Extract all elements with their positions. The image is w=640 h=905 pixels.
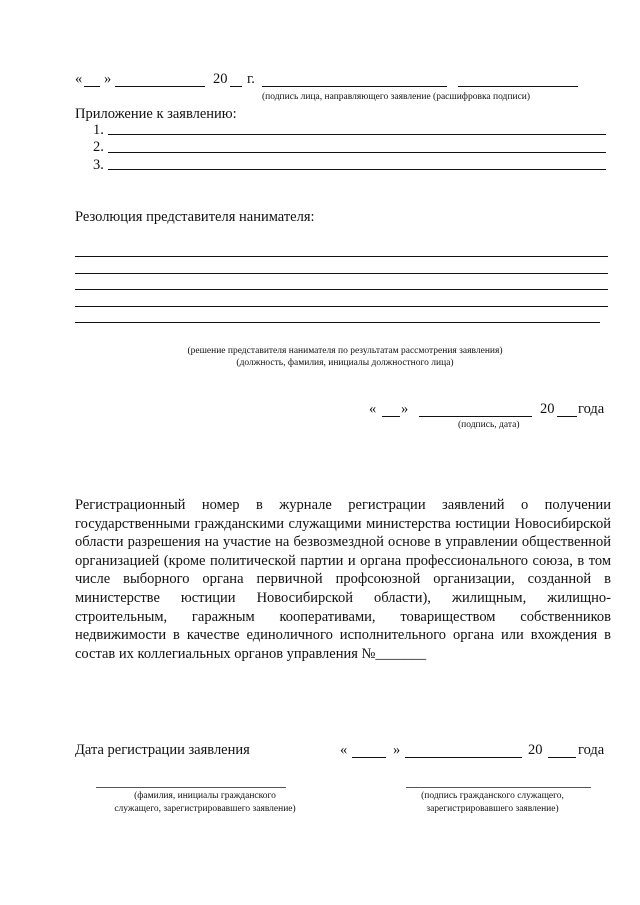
registration-paragraph: Регистрационный номер в журнале регистрации заявлений о получении государственными гражданскими служащими министерства юстиции Новосибирской области разрешения на участие на безвозмездной основе в управлении общественной организацией (кроме политической партии и органа профессионального союза, в том числе выборного органа первичной профсоюзной организации, созданной в министерстве юстиции Новосибирской области), жилищным, жилищно-строительным, гаражным кооперативами, товариществом собственников недвижимости в качестве единоличного исполнительного органа или вхождения в состав их коллегиальных органов управления №_______ — [75, 497, 611, 662]
top-year-blank[interactable] — [230, 86, 242, 87]
top-year-prefix: 20 — [213, 71, 228, 87]
resolution-year-suffix: года — [578, 401, 605, 417]
registrar-signature-caption: (подпись гражданского служащего, зарегистрировавшего заявление) — [421, 791, 564, 814]
registrar-signature-line[interactable] — [406, 787, 591, 788]
resolution-date-quote-close: » — [401, 401, 409, 417]
attachment-line-2[interactable] — [108, 152, 606, 153]
resolution-line-5[interactable] — [75, 322, 600, 323]
registration-date-quote-open: « — [340, 742, 348, 758]
resolution-line-2[interactable] — [75, 273, 608, 274]
resolution-year-blank[interactable] — [557, 416, 577, 417]
resolution-day-blank[interactable] — [382, 416, 400, 417]
registration-year-suffix: года — [578, 742, 605, 758]
top-quote-close: » — [104, 71, 112, 87]
resolution-caption-1: (решение представителя нанимателя по результатам рассмотрения заявления) — [187, 346, 503, 356]
top-month-blank[interactable] — [115, 86, 205, 87]
resolution-caption-2: (должность, фамилия, инициалы должностного лица) — [236, 358, 454, 368]
resolution-month-blank[interactable] — [419, 416, 532, 417]
registrar-name-line[interactable] — [96, 787, 286, 788]
top-year-suffix: г. — [247, 71, 255, 87]
registration-year-blank[interactable] — [548, 757, 576, 758]
registration-date-quote-close: » — [393, 742, 401, 758]
top-quote-open: « — [75, 71, 83, 87]
registration-date-label: Дата регистрации заявления — [75, 742, 250, 758]
attachment-number-1: 1. — [93, 122, 104, 138]
resolution-line-4[interactable] — [75, 306, 608, 307]
resolution-year-prefix: 20 — [540, 401, 555, 417]
resolution-line-3[interactable] — [75, 289, 608, 290]
attachment-number-2: 2. — [93, 139, 104, 155]
resolution-date-caption: (подпись, дата) — [458, 420, 520, 430]
attachment-line-1[interactable] — [108, 134, 606, 135]
top-signature-caption: (подпись лица, направляющего заявление (расшифровка подписи) — [262, 92, 531, 102]
top-signature-decode-blank[interactable] — [458, 86, 578, 87]
resolution-line-1[interactable] — [75, 256, 608, 257]
resolution-heading: Резолюция представителя нанимателя: — [75, 209, 315, 225]
registration-month-blank[interactable] — [405, 757, 522, 758]
attachments-heading: Приложение к заявлению: — [75, 106, 237, 122]
registration-year-prefix: 20 — [528, 742, 543, 758]
attachment-number-3: 3. — [93, 157, 104, 173]
attachment-line-3[interactable] — [108, 169, 606, 170]
registration-day-blank[interactable] — [352, 757, 386, 758]
resolution-date-quote-open: « — [369, 401, 377, 417]
top-day-blank[interactable] — [84, 86, 100, 87]
top-signature-blank[interactable] — [262, 86, 447, 87]
registrar-name-caption: (фамилия, инициалы гражданского служащего, зарегистрировавшего заявление) — [114, 791, 296, 814]
